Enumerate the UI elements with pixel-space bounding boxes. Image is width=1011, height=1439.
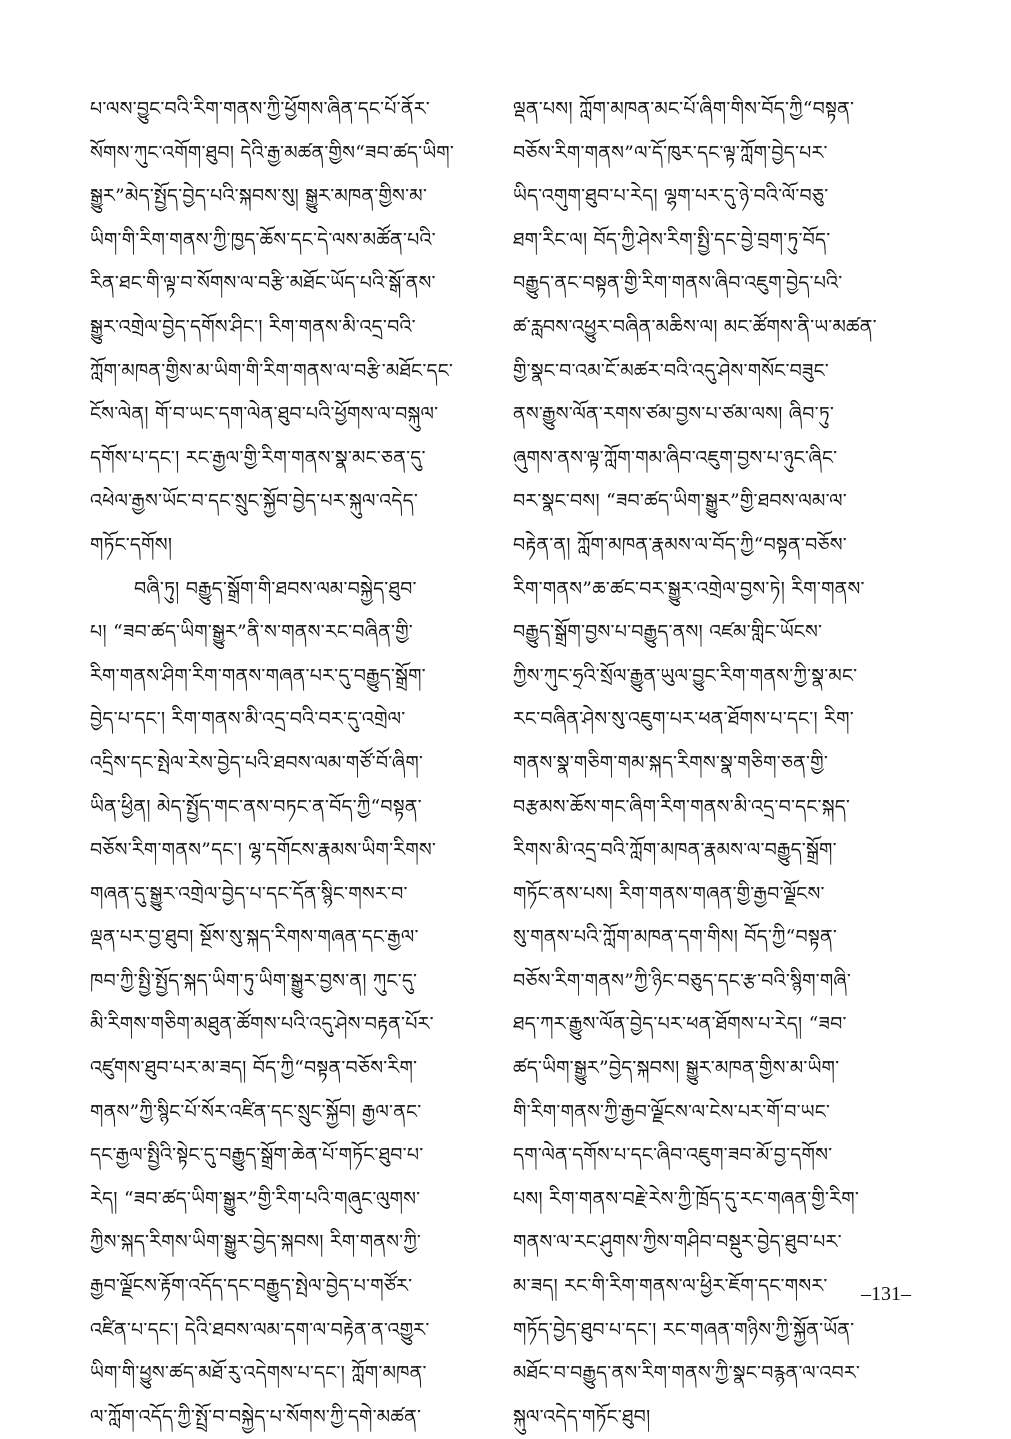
text-line: ལ་ཀློག་འདོད་ཀྱི་སྤྲོ་བ་བསྐྱེད་པ་སོགས་ཀྱི་དགེ་མཚན་ [90,1405,422,1428]
text-line: རེད། “ཟབ་ཚད་ཡིག་སྒྱུར”གྱི་རིག་པའི་གཞུང་ལུགས་ [90,1187,421,1210]
text-line: གི་རིག་གནས་ཀྱི་རྒྱབ་ལྗོངས་ལ་ངེས་པར་གོ་བ་ཡང་ [513,1100,831,1123]
text-line: ངོས་ལེན། གོ་བ་ཡང་དག་ལེན་ཐུབ་པའི་ཕྱོགས་ལ་བསྐུལ་ [90,403,439,426]
text-line: མཐོང་བ་བརྒྱུད་ནས་རིག་གནས་ཀྱི་སྣང་བརྙན་ལ་འབར་ [513,1362,861,1385]
text-line: ཡིག་གི་ཕྱུས་ཚད་མཐོ་རུ་འདེགས་པ་དང་། ཀློག་མཁན་ [90,1362,427,1385]
text-line: བརྩམས་ཆོས་གང་ཞིག་རིག་གནས་མི་འདྲ་བ་དང་སྐད་ [513,795,851,818]
text-line: ཚ་རླབས་འཕྱུར་བཞིན་མཆིས་ལ། མང་ཚོགས་ནི་ཡ་མཚན་ [513,315,877,338]
text-line: དག་ལེན་དགོས་པ་དང་ཞིབ་འཇུག་ཟབ་མོ་བྱ་དགོས་ [513,1144,833,1167]
text-line: སྒྱུར”མེད་སྤྱོད་བྱེད་པའི་སྐབས་སུ། སྒྱུར་མཁན་གྱིས་མ་ [90,185,428,208]
text-line: ཀྱིས་སྐད་རིགས་ཡིག་སྒྱུར་བྱེད་སྐབས། རིག་གནས་ཀྱི་ [90,1231,422,1254]
text-line: དང་རྒྱལ་སྤྱིའི་སྟེང་དུ་བརྒྱུད་སྒྲོག་ཆེན་པོ་གཏོང་ཐུབ་པ་ [90,1144,424,1167]
text-line: གནས་ལ་རང་ཤུགས་ཀྱིས་གཤིབ་བསྡུར་བྱེད་ཐུབ་པར་ [513,1231,842,1254]
text-line: ཀློག་མཁན་གྱིས་མ་ཡིག་གི་རིག་གནས་ལ་བརྩི་མཐོང་དང་ [90,359,454,382]
text-line: གནས་སྣ་གཅིག་གམ་སྐད་རིགས་སྣ་གཅིག་ཅན་གྱི་ [513,751,829,774]
text-line: བརྒྱུད་སྒྲོག་བྱས་པ་བརྒྱུད་ནས། འཛམ་གླིང་ཡོངས་ [513,621,823,644]
text-line: བརྟེན་ན། ཀློག་མཁན་རྣམས་ལ་བོད་ཀྱི“བསྟན་བཅོས་ [513,533,847,556]
text-line: བཅོས་རིག་གནས”ལ་དོ་ཁུར་དང་ལྟ་ཀློག་བྱེད་པར་ [513,141,828,164]
text-line: རིག་གནས་ཤིག་རིག་གནས་གཞན་པར་དུ་བརྒྱུད་སྒྲོག་ [90,664,426,687]
text-line: འདྲིས་དང་སྤེལ་རེས་བྱེད་པའི་ཐབས་ལམ་གཙོ་བོ་ཞིག་ [90,751,424,774]
text-line: ཡིག་གི་རིག་གནས་ཀྱི་ཁྱད་ཆོས་དང་དེ་ལས་མཚོན་པའི་ [90,228,436,251]
left-text-column [90,88,480,1439]
text-line: ཁབ་ཀྱི་སྤྱི་སྤྱོད་སྐད་ཡིག་ཏུ་ཡིག་སྒྱུར་བྱས་ན། ཀུང་དུ་ [90,969,418,992]
text-line: ལྡན་པར་བྱ་ཐུབ། སྔོས་སུ་སྐད་རིགས་གཞན་དང་རྒྱལ་ [90,926,419,949]
text-line: ནས་རྒྱུས་ལོན་རགས་ཙམ་བྱས་པ་ཙམ་ལས། ཞིབ་ཏུ་ [513,403,835,426]
text-line: གཏོང་དགོས། [90,533,173,556]
text-line: ཡིན་ཕྱིན། མེད་སྤྱོད་གང་ནས་བཏང་ན་བོད་ཀྱི“བསྟན་ [90,795,422,818]
text-line: བརྒྱུད་ནང་བསྟན་གྱི་རིག་གནས་ཞིབ་འཇུག་བྱེད་པའི་ [513,272,843,295]
text-line: བར་སྣང་བས། “ཟབ་ཚད་ཡིག་སྒྱུར”གྱི་ཐབས་ལམ་ལ་ [513,490,847,513]
text-line: གཏོད་བྱེད་ཐུབ་པ་དང་། རང་གཞན་གཉིས་ཀྱི་སྐྱོན་ཡོན་ [513,1318,855,1341]
text-line: བཅོས་རིག་གནས”ཀྱི་ཉིང་བཅུད་དང་རྩ་བའི་སྙིག་གཞི་ [513,969,852,992]
text-line: ཞུགས་ནས་ལྟ་ཀློག་གམ་ཞིབ་འཇུག་བྱས་པ་ཉུང་ཞིང་ [513,446,838,469]
text-line: གཞན་དུ་སྒྱུར་འགྲེལ་བྱེད་པ་དང་དོན་སྙིང་གསར་བ་ [90,882,408,905]
text-line: ཀྱིས་ཀུང་ཧྲའི་སྲོལ་རྒྱུན་ཡུལ་བྱུང་རིག་གནས་ཀྱི་སྣ་མང་ [513,664,858,687]
text-line: ཚད་ཡིག་སྒྱུར”བྱེད་སྐབས། སྒྱུར་མཁན་གྱིས་མ་ཡིག་ [513,1057,840,1080]
text-line: རང་བཞིན་ཤེས་སུ་འཇུག་པར་ཕན་ཐོགས་པ་དང་། རིག་ [513,708,854,731]
text-line: འཛུགས་ཐུབ་པར་མ་ཟད། བོད་ཀྱི“བསྟན་བཅོས་རིག་ [90,1057,418,1080]
text-line: རིགས་མི་འདྲ་བའི་ཀློག་མཁན་རྣམས་ལ་བརྒྱུད་སྒྲོག་ [513,839,837,862]
text-line: རིན་ཐང་གི་ལྟ་བ་སོགས་ལ་བརྩི་མཐོང་ཡོད་པའི་སྒོ་ནས་ [90,272,436,295]
text-line: མི་རིགས་གཅིག་མཐུན་ཚོགས་པའི་འདུ་ཤེས་བརྟན་པོར་ [90,1013,434,1036]
text-line: ཐག་རིང་ལ། བོད་ཀྱི་ཤེས་རིག་སྤྱི་དང་བྱེ་བྲག་ཏུ་བོད་ [513,228,831,251]
text-line: བཅོས་རིག་གནས”དང་། ལྷ་དགོངས་རྣམས་ཡིག་རིགས་ [90,839,437,862]
text-line: རིག་གནས”ཆ་ཚང་བར་སྒྱུར་འགྲེལ་བྱས་ཏེ། རིག་གནས་ [513,577,865,600]
right-text-column [513,88,911,1439]
text-line: གྱི་སྣང་བ་འམ་ངོ་མཚར་བའི་འདུ་ཤེས་གསོང་བཟུང་ [513,359,829,382]
text-line: མ་ཟད། རང་གི་རིག་གནས་ལ་ཕྱིར་ཇོག་དང་གསར་ [513,1275,828,1298]
text-line: འཛིན་པ་དང་། དེའི་ཐབས་ལམ་དག་ལ་བརྟེན་ན་འགྱུར་ [90,1318,430,1341]
text-line: འཕེལ་རྒྱས་ཡོང་བ་དང་སྲུང་སྐྱོབ་བྱེད་པར་སྐུལ་འདེད་ [90,490,419,513]
text-line: སུ་གནས་པའི་ཀློག་མཁན་དག་གིས། བོད་ཀྱི“བསྟན་ [513,926,838,949]
text-line: སོགས་ཀུང་འགོག་ཐུབ། དེའི་རྒྱ་མཚན་གྱིས“ཟབ་ཚད་ཡིག་ [90,141,455,164]
text-line: པས། རིག་གནས་བརྗེ་རེས་ཀྱི་ཁྲོད་དུ་རང་གཞན་གྱི་རིག་ [513,1187,860,1210]
text-line: རྒྱབ་ལྗོངས་རྟོག་འདོད་དང་བརྒྱུད་སྤེལ་བྱེད་པ་གཙོར་ [90,1275,413,1298]
text-line: གཏོང་ནས་པས། རིག་གནས་གཞན་གྱི་རྒྱབ་ལྗོངས་ [513,882,825,905]
text-line: ཡིད་འགུག་ཐུབ་པ་རེད། ལྷག་པར་དུ་ཉེ་བའི་ལོ་བཅུ་ [513,185,829,208]
text-line: དགོས་པ་དང་། རང་རྒྱལ་གྱི་རིག་གནས་སྣ་མང་ཅན་དུ་ [90,446,426,469]
text-line: སྐུལ་འདེད་གཏོང་ཐུབ། [513,1405,651,1428]
text-line: པ། “ཟབ་ཚད་ཡིག་སྒྱུར”ནི་ས་གནས་རང་བཞིན་གྱི་ [90,621,413,644]
page-number: –131– [861,1283,911,1305]
text-line: བྱེད་པ་དང་། རིག་གནས་མི་འདྲ་བའི་བར་དུ་འགྲེལ་ [90,708,406,731]
text-line: བཞི་ཏུ། བརྒྱུད་སྒྲོག་གི་ཐབས་ལམ་བསྐྱེད་ཐུབ་ [134,577,417,600]
text-line: གནས”ཀྱི་སྙིང་པོ་སོར་འཛིན་དང་སྲུང་སྐྱོབ། རྒྱལ་ནང་ [90,1100,422,1123]
text-line: ཐད་ཀར་རྒྱུས་ལོན་བྱེད་པར་ཕན་ཐོགས་པ་རེད། “ཟབ་ [513,1013,847,1036]
text-line: པ་ལས་བྱུང་བའི་རིག་གནས་ཀྱི་ཕྱོགས་ཞིན་དང་པོ་ནོར་ [90,98,430,120]
text-line: སྒྱུར་འགྲེལ་བྱེད་དགོས་ཤིང་། རིག་གནས་མི་འདྲ་བའི་ [90,315,416,338]
text-line: ལྡན་པས། ཀློག་མཁན་མང་པོ་ཞིག་གིས་བོད་ཀྱི“བསྟན་ [513,98,855,120]
